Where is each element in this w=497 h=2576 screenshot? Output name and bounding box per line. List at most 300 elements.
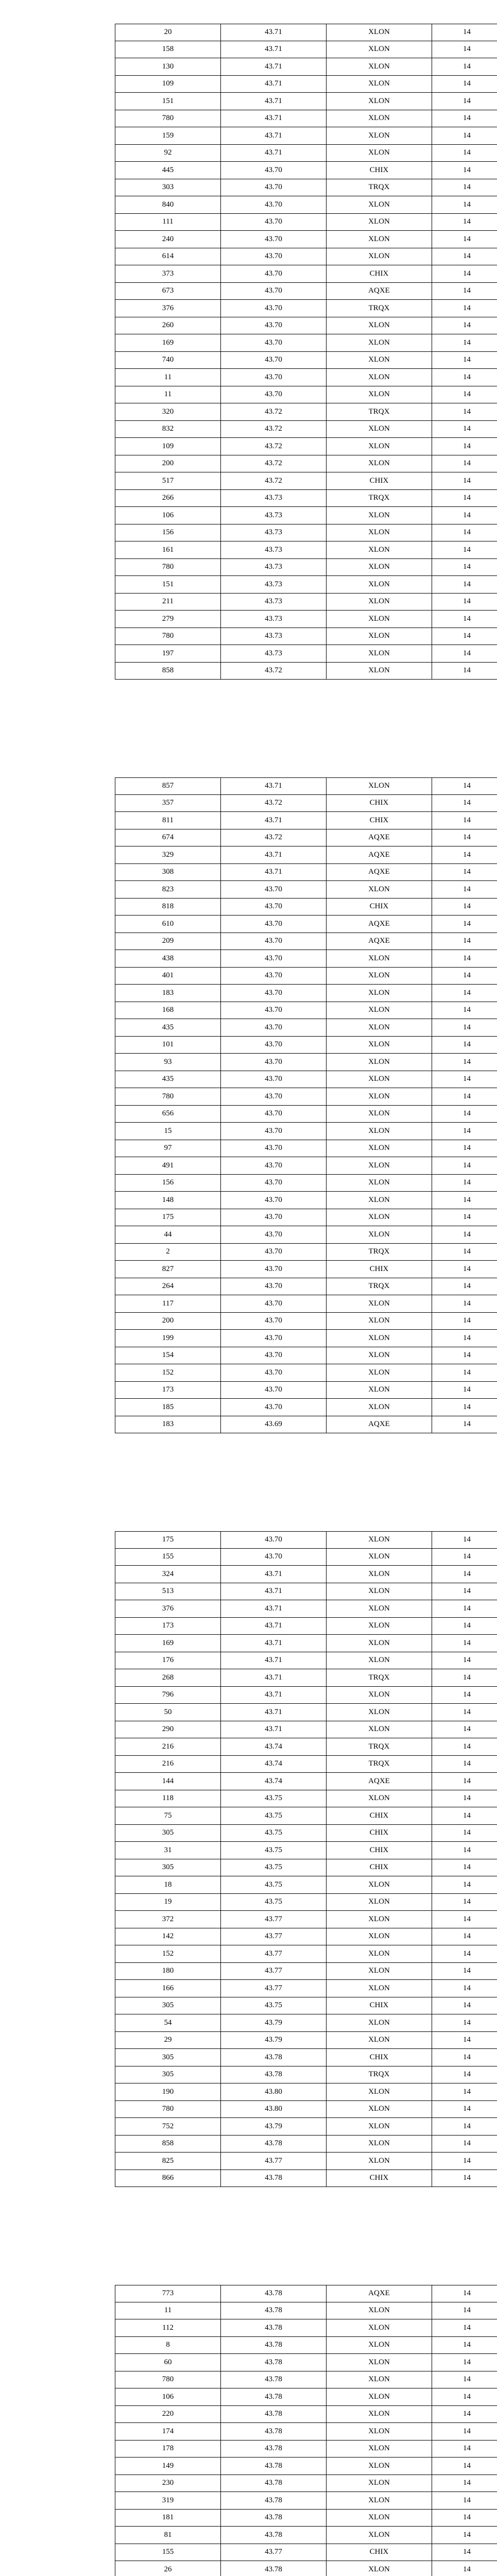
venue-cell: XLON [326, 93, 432, 110]
price-cell: 43.75 [220, 1790, 326, 1807]
volume-cell: 18 [115, 1876, 220, 1893]
time-cell: 14 [432, 950, 497, 967]
table-row [115, 1756, 497, 1773]
venue-cell: XLON [326, 985, 432, 1002]
table-row [115, 300, 497, 317]
volume-cell: 185 [115, 1399, 220, 1416]
volume-cell: 130 [115, 58, 220, 75]
time-cell: 14 [432, 2083, 497, 2100]
price-cell: 43.75 [220, 1876, 326, 1893]
price-cell: 43.73 [220, 507, 326, 524]
price-cell: 43.71 [220, 110, 326, 127]
table-row [115, 41, 497, 59]
venue-cell: CHIX [326, 162, 432, 179]
venue-cell: XLON [326, 1635, 432, 1652]
venue-cell: XLON [326, 576, 432, 593]
venue-cell: XLON [326, 524, 432, 541]
volume-cell: 857 [115, 778, 220, 794]
venue-cell: TRQX [326, 490, 432, 507]
time-cell: 14 [432, 1652, 497, 1669]
time-cell: 14 [432, 1295, 497, 1312]
price-cell: 43.71 [220, 778, 326, 794]
price-cell: 43.74 [220, 1738, 326, 1755]
venue-cell: XLON [326, 2014, 432, 2031]
table-row [115, 24, 497, 41]
volume-cell: 656 [115, 1106, 220, 1123]
price-cell: 43.72 [220, 421, 326, 438]
table-row [115, 403, 497, 421]
price-cell: 43.71 [220, 145, 326, 162]
table-row [115, 1807, 497, 1825]
time-cell: 14 [432, 1842, 497, 1859]
volume-cell: 166 [115, 1980, 220, 1997]
table-row [115, 628, 497, 646]
time-cell: 14 [432, 1600, 497, 1617]
table-row [115, 490, 497, 507]
volume-cell: 290 [115, 1721, 220, 1738]
volume-cell: 97 [115, 1140, 220, 1157]
table-row [115, 968, 497, 985]
time-cell: 14 [432, 58, 497, 75]
time-cell: 14 [432, 1894, 497, 1911]
price-cell: 43.70 [220, 1347, 326, 1364]
volume-cell: 818 [115, 899, 220, 916]
price-cell: 43.70 [220, 283, 326, 300]
time-cell: 14 [432, 1209, 497, 1226]
price-cell: 43.70 [220, 916, 326, 933]
table-row [115, 1825, 497, 1842]
price-cell: 43.70 [220, 1123, 326, 1140]
price-cell: 43.77 [220, 1945, 326, 1962]
price-cell: 43.70 [220, 352, 326, 369]
time-cell: 14 [432, 1244, 497, 1261]
table-row [115, 645, 497, 663]
volume-cell: 151 [115, 93, 220, 110]
volume-cell: 858 [115, 2136, 220, 2153]
volume-cell: 54 [115, 2014, 220, 2031]
price-cell: 43.77 [220, 1980, 326, 1997]
price-cell: 43.71 [220, 1600, 326, 1617]
volume-cell: 11 [115, 369, 220, 386]
volume-cell: 752 [115, 2118, 220, 2135]
time-cell: 14 [432, 2544, 497, 2561]
price-cell: 43.71 [220, 1635, 326, 1652]
price-cell: 43.71 [220, 1721, 326, 1738]
venue-cell: XLON [326, 334, 432, 351]
time-cell: 14 [432, 265, 497, 282]
volume-cell: 183 [115, 985, 220, 1002]
volume-cell: 319 [115, 2492, 220, 2509]
table-row [115, 1347, 497, 1365]
table-row [115, 2406, 497, 2424]
venue-cell: TRQX [326, 2066, 432, 2083]
time-cell: 14 [432, 2118, 497, 2135]
price-cell: 43.70 [220, 214, 326, 231]
venue-cell: XLON [326, 1687, 432, 1704]
time-cell: 14 [432, 2153, 497, 2170]
time-cell: 14 [432, 1364, 497, 1381]
time-cell: 14 [432, 1687, 497, 1704]
time-cell: 14 [432, 1192, 497, 1209]
time-cell: 14 [432, 2337, 497, 2354]
venue-cell: XLON [326, 317, 432, 334]
volume-cell: 26 [115, 2561, 220, 2576]
volume-cell: 156 [115, 1175, 220, 1192]
table-row [115, 2354, 497, 2371]
price-cell: 43.73 [220, 490, 326, 507]
table-row [115, 985, 497, 1002]
time-cell: 14 [432, 1261, 497, 1278]
time-cell: 14 [432, 507, 497, 524]
table-row [115, 2441, 497, 2458]
venue-cell: XLON [326, 1549, 432, 1566]
venue-cell: XLON [326, 507, 432, 524]
venue-cell: XLON [326, 2319, 432, 2336]
volume-cell: 117 [115, 1295, 220, 1312]
price-cell: 43.75 [220, 1825, 326, 1842]
volume-cell: 435 [115, 1019, 220, 1036]
venue-cell: XLON [326, 248, 432, 265]
venue-cell: XLON [326, 1192, 432, 1209]
table-row [115, 1261, 497, 1278]
volume-cell: 823 [115, 881, 220, 898]
price-cell: 43.73 [220, 628, 326, 645]
table-row [115, 507, 497, 524]
time-cell: 14 [432, 162, 497, 179]
time-cell: 14 [432, 1566, 497, 1583]
volume-cell: 161 [115, 541, 220, 558]
venue-cell: XLON [326, 1157, 432, 1174]
table-row [115, 1140, 497, 1158]
time-cell: 14 [432, 93, 497, 110]
time-cell: 14 [432, 881, 497, 898]
time-cell: 14 [432, 1807, 497, 1824]
volume-cell: 2 [115, 1244, 220, 1261]
table-row [115, 76, 497, 93]
volume-cell: 15 [115, 1123, 220, 1140]
price-cell: 43.70 [220, 1192, 326, 1209]
time-cell: 14 [432, 916, 497, 933]
price-cell: 43.70 [220, 248, 326, 265]
table-row [115, 2458, 497, 2475]
venue-cell: XLON [326, 76, 432, 93]
time-cell: 14 [432, 541, 497, 558]
venue-cell: XLON [326, 2337, 432, 2354]
volume-cell: 31 [115, 1842, 220, 1859]
time-cell: 14 [432, 899, 497, 916]
price-cell: 43.70 [220, 1364, 326, 1381]
venue-cell: XLON [326, 1963, 432, 1980]
venue-cell: XLON [326, 2388, 432, 2405]
price-cell: 43.77 [220, 2544, 326, 2561]
price-cell: 43.78 [220, 2319, 326, 2336]
price-cell: 43.78 [220, 2388, 326, 2405]
venue-cell: XLON [326, 881, 432, 898]
price-cell: 43.70 [220, 1054, 326, 1071]
table-row [115, 2118, 497, 2136]
price-cell: 43.70 [220, 334, 326, 351]
table-row [115, 1364, 497, 1382]
venue-cell: XLON [326, 594, 432, 611]
table-row [115, 1002, 497, 1020]
venue-cell: XLON [326, 1618, 432, 1635]
venue-cell: CHIX [326, 1859, 432, 1876]
price-cell: 43.75 [220, 1894, 326, 1911]
time-cell: 14 [432, 1019, 497, 1036]
volume-cell: 673 [115, 283, 220, 300]
table-row [115, 472, 497, 490]
price-cell: 43.72 [220, 795, 326, 812]
volume-cell: 305 [115, 1997, 220, 2014]
table-row [115, 1123, 497, 1140]
table-row [115, 196, 497, 214]
volume-cell: 175 [115, 1209, 220, 1226]
table-row [115, 1088, 497, 1106]
table-row [115, 829, 497, 847]
price-cell: 43.73 [220, 611, 326, 628]
venue-cell: XLON [326, 950, 432, 967]
table-row [115, 1652, 497, 1670]
price-cell: 43.75 [220, 1859, 326, 1876]
table-row [115, 846, 497, 864]
time-cell: 14 [432, 1963, 497, 1980]
volume-cell: 158 [115, 41, 220, 58]
time-cell: 14 [432, 1928, 497, 1945]
price-cell: 43.70 [220, 1002, 326, 1019]
table-row [115, 2153, 497, 2170]
time-cell: 14 [432, 2136, 497, 2153]
venue-cell: XLON [326, 645, 432, 662]
table-row [115, 2527, 497, 2544]
venue-cell: TRQX [326, 179, 432, 196]
time-cell: 14 [432, 812, 497, 829]
venue-cell: XLON [326, 1019, 432, 1036]
price-cell: 43.72 [220, 403, 326, 420]
venue-cell: XLON [326, 1945, 432, 1962]
volume-cell: 149 [115, 2458, 220, 2475]
price-cell: 43.70 [220, 1244, 326, 1261]
volume-cell: 173 [115, 1382, 220, 1399]
table-row [115, 1278, 497, 1296]
volume-cell: 101 [115, 1037, 220, 1054]
price-cell: 43.80 [220, 2101, 326, 2118]
volume-cell: 305 [115, 1859, 220, 1876]
venue-cell: XLON [326, 421, 432, 438]
venue-cell: XLON [326, 778, 432, 794]
venue-cell: CHIX [326, 1807, 432, 1824]
table-row [115, 334, 497, 352]
table-row [115, 1382, 497, 1399]
table-row [115, 1416, 497, 1434]
price-cell: 43.70 [220, 1037, 326, 1054]
time-cell: 14 [432, 2101, 497, 2118]
venue-cell: XLON [326, 386, 432, 403]
venue-cell: XLON [326, 541, 432, 558]
volume-cell: 106 [115, 2388, 220, 2405]
venue-cell: XLON [326, 127, 432, 144]
price-cell: 43.75 [220, 1997, 326, 2014]
table-row [115, 1531, 497, 1549]
volume-cell: 152 [115, 1945, 220, 1962]
table-row [115, 2083, 497, 2101]
venue-cell: AQXE [326, 933, 432, 950]
price-cell: 43.71 [220, 1618, 326, 1635]
price-cell: 43.71 [220, 864, 326, 881]
table-row [115, 1894, 497, 1911]
table-row [115, 58, 497, 76]
time-cell: 14 [432, 421, 497, 438]
venue-cell: CHIX [326, 1997, 432, 2014]
volume-cell: 780 [115, 628, 220, 645]
time-cell: 14 [432, 1278, 497, 1295]
venue-cell: XLON [326, 2153, 432, 2170]
table-row [115, 1019, 497, 1037]
price-cell: 43.73 [220, 524, 326, 541]
volume-cell: 44 [115, 1226, 220, 1243]
venue-cell: XLON [326, 1532, 432, 1548]
table-row [115, 265, 497, 283]
volume-cell: 174 [115, 2423, 220, 2440]
table-row [115, 795, 497, 812]
volume-cell: 112 [115, 2319, 220, 2336]
venue-cell: AQXE [326, 916, 432, 933]
price-cell: 43.78 [220, 2510, 326, 2527]
volume-cell: 209 [115, 933, 220, 950]
price-cell: 43.78 [220, 2423, 326, 2440]
table-row [115, 1399, 497, 1416]
price-cell: 43.79 [220, 2032, 326, 2049]
venue-cell: XLON [326, 1140, 432, 1157]
venue-cell: AQXE [326, 2285, 432, 2302]
time-cell: 14 [432, 283, 497, 300]
time-cell: 14 [432, 2510, 497, 2527]
volume-cell: 180 [115, 1963, 220, 1980]
volume-cell: 305 [115, 2066, 220, 2083]
venue-cell: XLON [326, 2561, 432, 2576]
table-row [115, 611, 497, 628]
table-row [115, 1669, 497, 1687]
volume-cell: 614 [115, 248, 220, 265]
table-row [115, 1209, 497, 1227]
time-cell: 14 [432, 2049, 497, 2066]
venue-cell: XLON [326, 1071, 432, 1088]
price-cell: 43.70 [220, 1532, 326, 1548]
table-row [115, 1790, 497, 1808]
venue-cell: AQXE [326, 283, 432, 300]
time-cell: 14 [432, 2406, 497, 2423]
table-row [115, 1859, 497, 1877]
table-row [115, 2049, 497, 2066]
table-row [115, 2423, 497, 2441]
price-cell: 43.70 [220, 933, 326, 950]
volume-cell: 154 [115, 1347, 220, 1364]
price-cell: 43.77 [220, 1963, 326, 1980]
volume-cell: 106 [115, 507, 220, 524]
volume-cell: 216 [115, 1738, 220, 1755]
price-cell: 43.78 [220, 2561, 326, 2576]
venue-cell: XLON [326, 41, 432, 58]
volume-cell: 674 [115, 829, 220, 846]
volume-cell: 858 [115, 663, 220, 680]
volume-cell: 156 [115, 524, 220, 541]
volume-cell: 357 [115, 795, 220, 812]
volume-cell: 183 [115, 1416, 220, 1433]
venue-cell: XLON [326, 2136, 432, 2153]
time-cell: 14 [432, 628, 497, 645]
price-cell: 43.70 [220, 162, 326, 179]
table-row [115, 812, 497, 829]
price-cell: 43.78 [220, 2354, 326, 2371]
time-cell: 14 [432, 1399, 497, 1416]
table-row [115, 2388, 497, 2406]
table-row [115, 1618, 497, 1635]
table-row [115, 2561, 497, 2576]
price-cell: 43.70 [220, 300, 326, 317]
volume-cell: 445 [115, 162, 220, 179]
venue-cell: CHIX [326, 1261, 432, 1278]
price-cell: 43.78 [220, 2492, 326, 2509]
price-cell: 43.72 [220, 663, 326, 680]
price-cell: 43.78 [220, 2371, 326, 2388]
price-cell: 43.70 [220, 317, 326, 334]
volume-cell: 780 [115, 559, 220, 576]
venue-cell: XLON [326, 1295, 432, 1312]
venue-cell: XLON [326, 2083, 432, 2100]
venue-cell: XLON [326, 1600, 432, 1617]
price-cell: 43.75 [220, 1807, 326, 1824]
volume-cell: 8 [115, 2337, 220, 2354]
price-cell: 43.74 [220, 1756, 326, 1773]
time-cell: 14 [432, 645, 497, 662]
table-row [115, 1192, 497, 1209]
table-row [115, 1773, 497, 1790]
price-cell: 43.70 [220, 1295, 326, 1312]
venue-cell: XLON [326, 1054, 432, 1071]
table-row [115, 541, 497, 559]
venue-cell: CHIX [326, 812, 432, 829]
venue-cell: XLON [326, 1382, 432, 1399]
venue-cell: XLON [326, 1894, 432, 1911]
price-cell: 43.70 [220, 1382, 326, 1399]
price-cell: 43.71 [220, 24, 326, 41]
time-cell: 14 [432, 352, 497, 369]
venue-cell: AQXE [326, 864, 432, 881]
time-cell: 14 [432, 2441, 497, 2458]
venue-cell: TRQX [326, 1278, 432, 1295]
venue-cell: XLON [326, 1652, 432, 1669]
time-cell: 14 [432, 846, 497, 863]
trades-table-2 [115, 777, 497, 1433]
time-cell: 14 [432, 933, 497, 950]
table-row [115, 127, 497, 145]
volume-cell: 320 [115, 403, 220, 420]
table-row [115, 1295, 497, 1313]
volume-cell: 305 [115, 2049, 220, 2066]
table-row [115, 1945, 497, 1963]
volume-cell: 11 [115, 2302, 220, 2319]
time-cell: 14 [432, 455, 497, 472]
venue-cell: TRQX [326, 1669, 432, 1686]
time-cell: 14 [432, 2066, 497, 2083]
venue-cell: XLON [326, 352, 432, 369]
time-cell: 14 [432, 231, 497, 248]
time-cell: 14 [432, 1123, 497, 1140]
venue-cell: CHIX [326, 472, 432, 489]
price-cell: 43.70 [220, 1209, 326, 1226]
venue-cell: TRQX [326, 300, 432, 317]
price-cell: 43.70 [220, 950, 326, 967]
time-cell: 14 [432, 438, 497, 455]
